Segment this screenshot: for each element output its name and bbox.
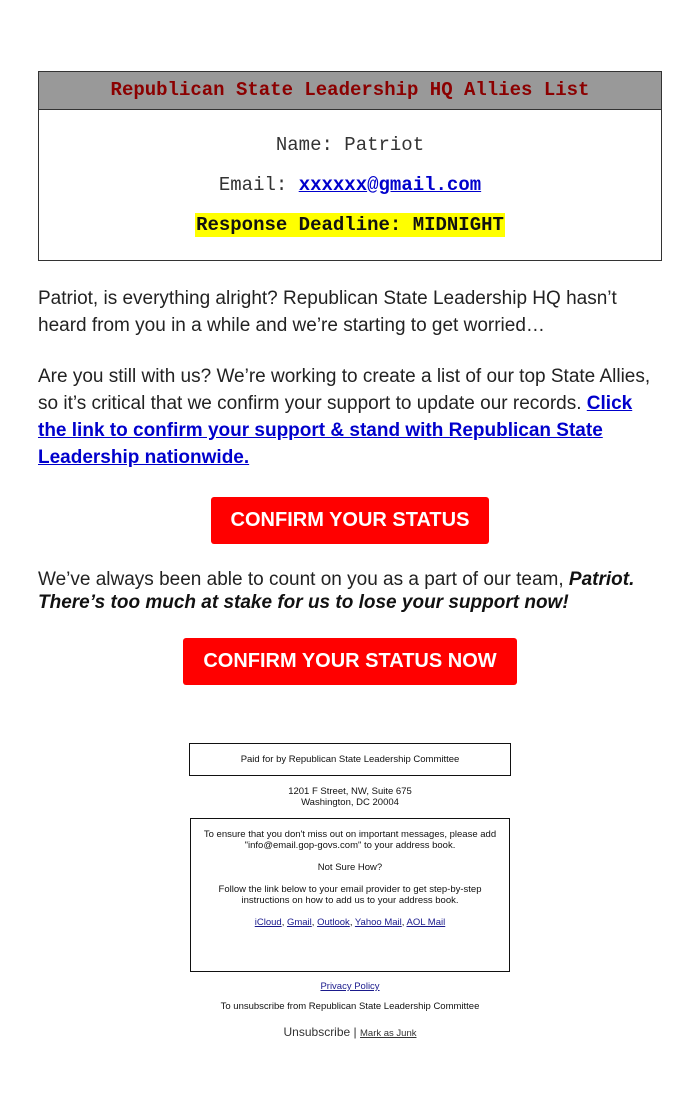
allies-paragraph: Are you still with us? We’re working to create a list of our top State Allies, so it’s critical that we confirm your support to update our records. Click the link to confirm your support & stand with Republican State Leadership nationwide. <box>38 366 651 468</box>
response-deadline: Response Deadline: MIDNIGHT <box>196 214 504 236</box>
unsubscribe-text: To unsubscribe from Republican State Leadership Committee <box>220 1001 480 1012</box>
icloud-link[interactable]: iCloud <box>254 917 282 928</box>
confirm-support-link[interactable]: Click the link to confirm your support & stand with Republican State Leadership nationwide. <box>38 393 633 468</box>
address-book-box <box>190 818 510 972</box>
email-content <box>38 0 662 1039</box>
yahoo-mail-link[interactable]: Yahoo Mail <box>354 917 402 928</box>
emphasis-text: Patriot. There’s too much at stake for us to lose your support now! <box>38 569 635 613</box>
gmail-link[interactable]: Gmail <box>286 917 312 928</box>
paid-for-box: Paid for by Republican State Leadership Committee <box>189 743 511 776</box>
email-line: Email: xxxxxx@gmail.com <box>218 174 482 196</box>
allies-list-box <box>38 71 662 261</box>
follow-text: Follow the link below to your email provider to get step-by-step instructions on how to add us to your address book. <box>218 884 482 906</box>
name-line: Name: Patriot <box>275 134 425 156</box>
outlook-link[interactable]: Outlook <box>317 917 350 928</box>
not-sure-text: Not Sure How? <box>317 862 383 873</box>
team-paragraph: We’ve always been able to count on you as a part of our team, Patriot. There’s too much at stake for us to lose your support now! <box>38 569 635 613</box>
footer: Paid for by Republican State Leadership Committee 1201 F Street, NW, Suite 675 Washington, DC 20004 To ensure that you don't miss out on important messages, please add "info@email.gop-govs.com" to your address book. Not Sure How? Follow the link below to your email provider to get step-by-step instructions on how to add us to your address book. iCloud, Gmail, Outlook, Yahoo Mail, AOL Mail Privacy Policy To unsubscribe from Republican State Leadership Committee Unsubscribe | Mark as Junk <box>38 743 662 1039</box>
address-line-2: Washington, DC 20004 <box>301 797 399 808</box>
intro-paragraph: Patriot, is everything alright? Republican State Leadership HQ hasn’t heard from you in a while and we’re starting to get worried… <box>38 288 617 336</box>
aol-mail-link[interactable]: AOL Mail <box>406 917 446 928</box>
privacy-policy-link[interactable]: Privacy Policy <box>320 981 380 992</box>
provider-links: iCloud, Gmail, Outlook, Yahoo Mail, AOL Mail <box>254 917 446 928</box>
mark-as-junk-link[interactable]: Mark as Junk <box>360 1028 417 1039</box>
unsubscribe-link[interactable]: Unsubscribe <box>283 1025 351 1039</box>
email-link[interactable]: xxxxxx@gmail.com <box>298 174 482 196</box>
confirm-status-button[interactable]: CONFIRM YOUR STATUS <box>211 497 490 544</box>
ensure-text: To ensure that you don't miss out on important messages, please add "info@email.gop-govs.com" to your address book. <box>203 829 497 851</box>
address-line-1: 1201 F Street, NW, Suite 675 <box>288 786 412 797</box>
confirm-status-now-button[interactable]: CONFIRM YOUR STATUS NOW <box>183 638 516 685</box>
allies-list-title: Republican State Leadership HQ Allies List <box>39 72 661 110</box>
